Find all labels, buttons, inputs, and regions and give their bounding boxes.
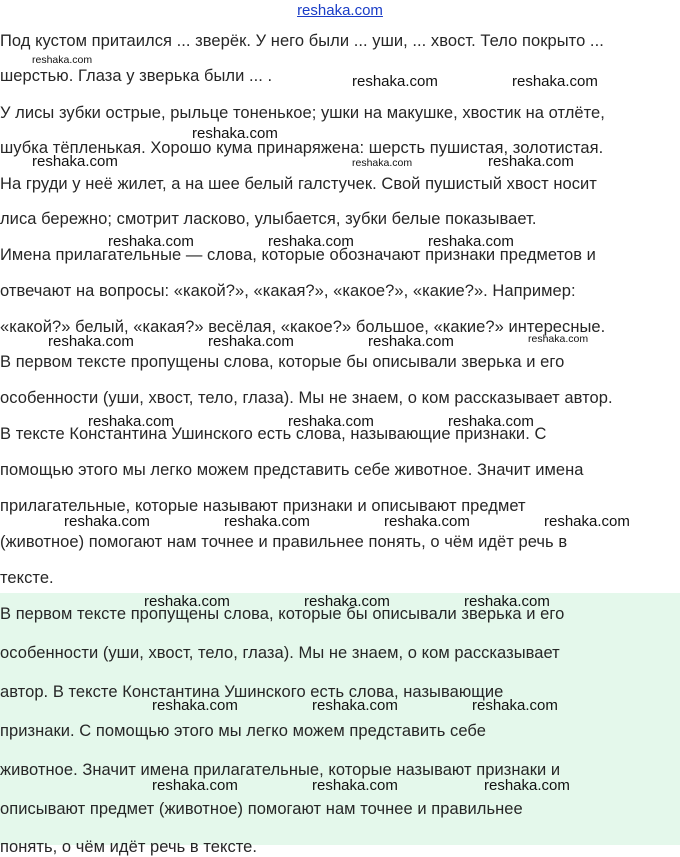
watermark: reshaka.com <box>192 125 278 142</box>
text-line: Под кустом притаился ... зверёк. У него были ... уши, ... хвост. Тело покрыто ... <box>0 32 604 50</box>
watermark: reshaka.com <box>352 73 438 90</box>
watermark: reshaka.com <box>268 233 354 250</box>
watermark: reshaka.com <box>304 593 390 610</box>
text-line: шерстью. Глаза у зверька были ... . <box>0 67 273 85</box>
text-line: шубка тёпленькая. Хорошо кума принаряжена: шерсть пушистая, золотистая. <box>0 139 604 157</box>
watermark: reshaka.com <box>152 777 238 794</box>
text-line: На груди у неё жилет, а на шее белый галстучек. Свой пушистый хвост носит <box>0 175 597 193</box>
answer-line: описывают предмет (животное) помогают нам точнее и правильнее <box>0 800 523 818</box>
text-line: В тексте Константина Ушинского есть слова, называющие признаки. С <box>0 425 547 443</box>
text-line: отвечают на вопросы: «какой?», «какая?», «какое?», «какие?». Например: <box>0 282 576 300</box>
text-line: тексте. <box>0 569 54 587</box>
watermark: reshaka.com <box>32 54 93 66</box>
watermark: reshaka.com <box>64 513 150 530</box>
watermark: reshaka.com <box>312 697 398 714</box>
watermark: reshaka.com <box>368 333 454 350</box>
watermark: reshaka.com <box>448 413 534 430</box>
watermark: reshaka.com <box>224 513 310 530</box>
text-line: (животное) помогают нам точнее и правильнее понять, о чём идёт речь в <box>0 533 568 551</box>
watermark: reshaka.com <box>472 697 558 714</box>
watermark: reshaka.com <box>352 157 413 169</box>
watermark: reshaka.com <box>544 513 630 530</box>
answer-line: автор. В тексте Константина Ушинского есть слова, называющие <box>0 683 504 701</box>
watermark: reshaka.com <box>488 153 574 170</box>
watermark: reshaka.com <box>528 333 589 345</box>
watermark: reshaka.com <box>152 697 238 714</box>
text-line: У лисы зубки острые, рыльце тоненькое; ушки на макушке, хвостик на отлёте, <box>0 104 605 122</box>
watermark: reshaka.com <box>32 153 118 170</box>
watermark: reshaka.com <box>144 593 230 610</box>
watermark: reshaka.com <box>464 593 550 610</box>
watermark: reshaka.com <box>108 233 194 250</box>
text-line: «какой?» белый, «какая?» весёлая, «какое?» большое, «какие?» интересные. <box>0 318 606 336</box>
answer-line: признаки. С помощью этого мы легко можем представить себе <box>0 722 486 740</box>
watermark: reshaka.com <box>512 73 598 90</box>
watermark: reshaka.com <box>312 777 398 794</box>
answer-line: понять, о чём идёт речь в тексте. <box>0 838 258 856</box>
watermark: reshaka.com <box>384 513 470 530</box>
watermark: reshaka.com <box>428 233 514 250</box>
text-line: В первом тексте пропущены слова, которые бы описывали зверька и его <box>0 353 565 371</box>
watermark: reshaka.com <box>88 413 174 430</box>
watermark: reshaka.com <box>48 333 134 350</box>
header-site-link[interactable]: reshaka.com <box>297 2 383 19</box>
answer-line: В первом тексте пропущены слова, которые бы описывали зверька и его <box>0 605 565 623</box>
watermark: reshaka.com <box>288 413 374 430</box>
text-line: помощью этого мы легко можем представить себе животное. Значит имена <box>0 461 584 479</box>
text-line: лиса бережно; смотрит ласково, улыбается, зубки белые показывает. <box>0 210 537 228</box>
watermark: reshaka.com <box>208 333 294 350</box>
watermark: reshaka.com <box>484 777 570 794</box>
text-line: Имена прилагательные — слова, которые обозначают признаки предметов и <box>0 246 596 264</box>
answer-line: особенности (уши, хвост, тело, глаза). Мы не знаем, о ком рассказывает <box>0 644 560 662</box>
answer-line: животное. Значит имена прилагательные, которые называют признаки и <box>0 761 561 779</box>
text-line: особенности (уши, хвост, тело, глаза). Мы не знаем, о ком рассказывает автор. <box>0 389 613 407</box>
text-line: прилагательные, которые называют признаки и описывают предмет <box>0 497 526 515</box>
